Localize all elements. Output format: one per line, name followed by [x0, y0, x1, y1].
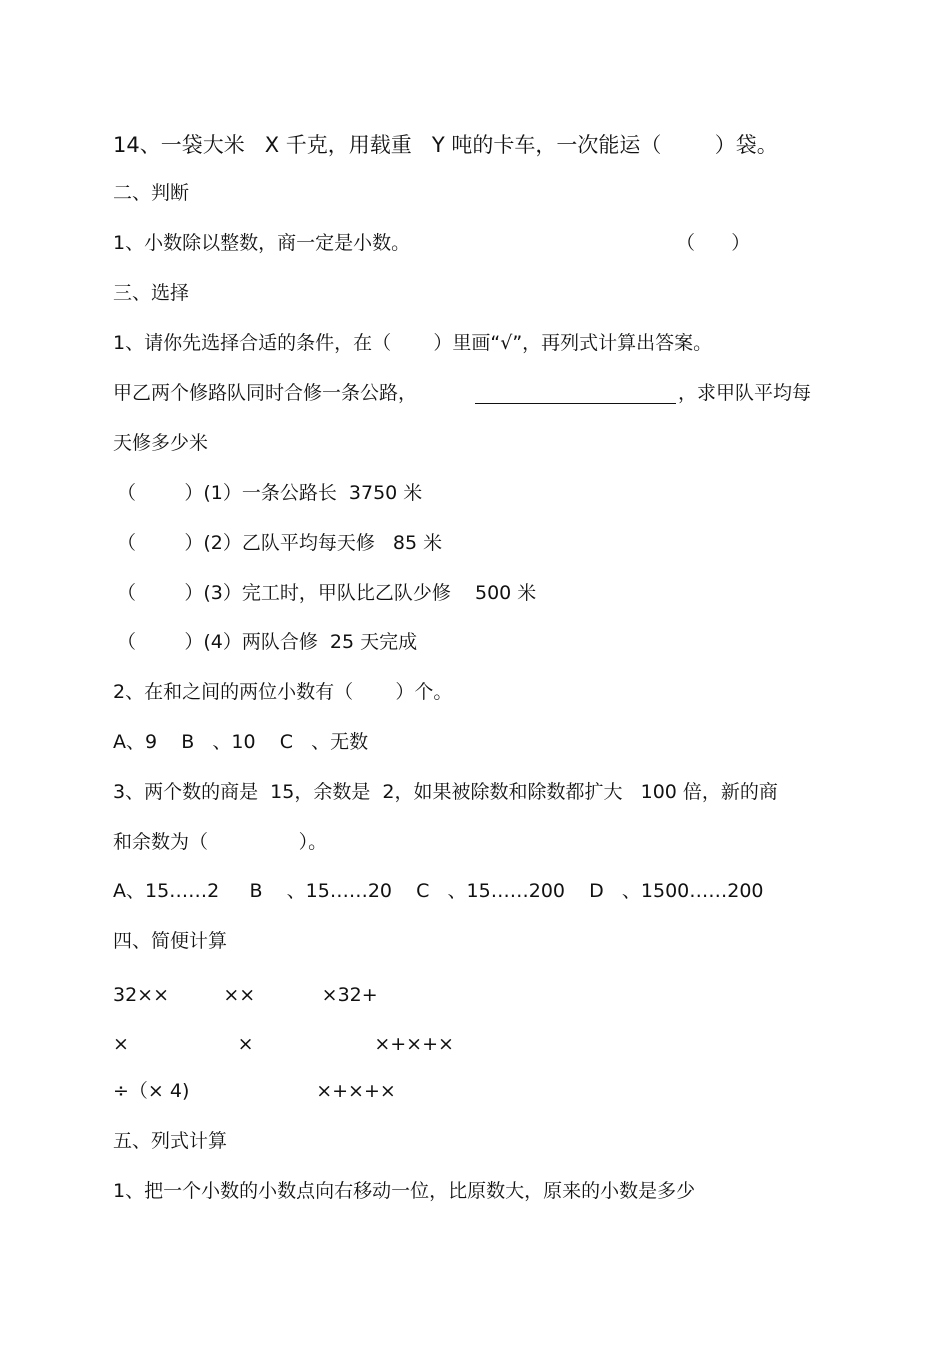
- expression-1-text: 1、把一个小数的小数点向右移动一位，比原数大，原来的小数是多少: [113, 1180, 696, 1202]
- section-2-title: 二、判断: [113, 182, 190, 204]
- condition-option-2: （ ）(2）乙队平均每天修 85 米: [117, 532, 443, 554]
- choice-1-text: 1、请你先选择合适的条件，在（ ）里画“√”，再列式计算出答案。: [113, 332, 713, 354]
- calc-row-3: ÷（× 4) ×+×+×: [113, 1080, 396, 1102]
- choice-1-line2-end: ，求甲队平均每: [678, 382, 812, 404]
- choice-1-line2-start: 甲乙两个修路队同时合修一条公路，: [113, 382, 418, 404]
- judge-1-text: 1、小数除以整数，商一定是小数。: [113, 232, 411, 254]
- choice-1-line3: 天修多少米: [113, 432, 209, 454]
- condition-option-1: （ ）(1）一条公路长 3750 米: [117, 482, 423, 504]
- section-3-title: 三、选择: [113, 282, 190, 304]
- choice-3-options: A、15……2 B 、15……20 C 、15……200 D 、1500……200: [113, 880, 764, 902]
- section-4-title: 四、简便计算: [113, 930, 228, 952]
- choice-2-options: A、9 B 、10 C 、无数: [113, 731, 369, 753]
- choice-1-blank-line: [475, 403, 676, 404]
- condition-option-4: （ ）(4）两队合修 25 天完成: [117, 631, 418, 653]
- choice-2-text: 2、在和之间的两位小数有（ ）个。: [113, 681, 453, 703]
- judge-1-answer-paren: （ ）: [676, 232, 751, 254]
- question-14: 14、一袋大米 X 千克，用载重 Y 吨的卡车，一次能运（ ）袋。: [113, 133, 778, 157]
- choice-3-line2: 和余数为（ ）。: [113, 831, 328, 853]
- condition-option-3: （ ）(3）完工时，甲队比乙队少修 500 米: [117, 582, 537, 604]
- calc-row-2: × × ×+×+×: [113, 1033, 454, 1055]
- choice-3-line1: 3、两个数的商是 15，余数是 2，如果被除数和除数都扩大 100 倍，新的商: [113, 781, 778, 803]
- calc-row-1: 32×× ×× ×32+: [113, 984, 378, 1006]
- section-5-title: 五、列式计算: [113, 1130, 228, 1152]
